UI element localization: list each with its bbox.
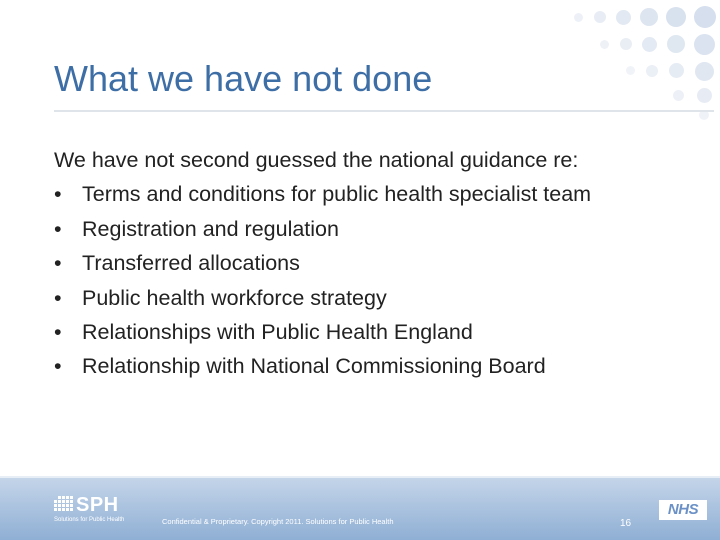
bullet-marker: •: [54, 251, 62, 276]
bullet-marker: •: [54, 320, 62, 345]
title-divider: [54, 110, 714, 112]
bullet-text: Public health workforce strategy: [82, 285, 387, 310]
slide-footer: [0, 476, 720, 540]
bullet-text: Terms and conditions for public health specialist team: [82, 182, 592, 207]
bullet-text: Relationship with National Commissioning Board: [82, 354, 546, 379]
bullet-marker: •: [54, 216, 62, 241]
bullet-marker: •: [54, 285, 62, 310]
bullet-item: [54, 281, 591, 315]
bullet-item: [54, 349, 591, 383]
bullet-text: Registration and regulation: [82, 216, 339, 241]
sph-grid-icon: [54, 496, 74, 514]
bullet-text: Relationships with Public Health England: [82, 320, 473, 345]
sph-logo: [54, 496, 140, 528]
page-number: 16: [620, 518, 632, 529]
bullet-item: [54, 315, 591, 349]
bullet-item: [54, 246, 591, 280]
nhs-logo: [659, 500, 707, 520]
bullet-marker: •: [54, 182, 62, 207]
slide-title: What we have not done: [54, 58, 433, 99]
slide-body: [54, 143, 591, 384]
intro-text: We have not second guessed the national guidance re:: [54, 148, 579, 172]
bullet-item: [54, 212, 591, 246]
sph-logo-subtitle: Solutions for Public Health: [54, 517, 125, 523]
bullet-text: Transferred allocations: [82, 251, 300, 276]
bullet-marker: •: [54, 354, 62, 379]
nhs-logo-text: NHS: [667, 501, 699, 518]
bullet-item: [54, 177, 591, 211]
sph-logo-text: SPH: [76, 494, 119, 516]
copyright-notice: Confidential & Proprietary. Copyright 2011. Solutions for Public Health: [162, 517, 394, 526]
